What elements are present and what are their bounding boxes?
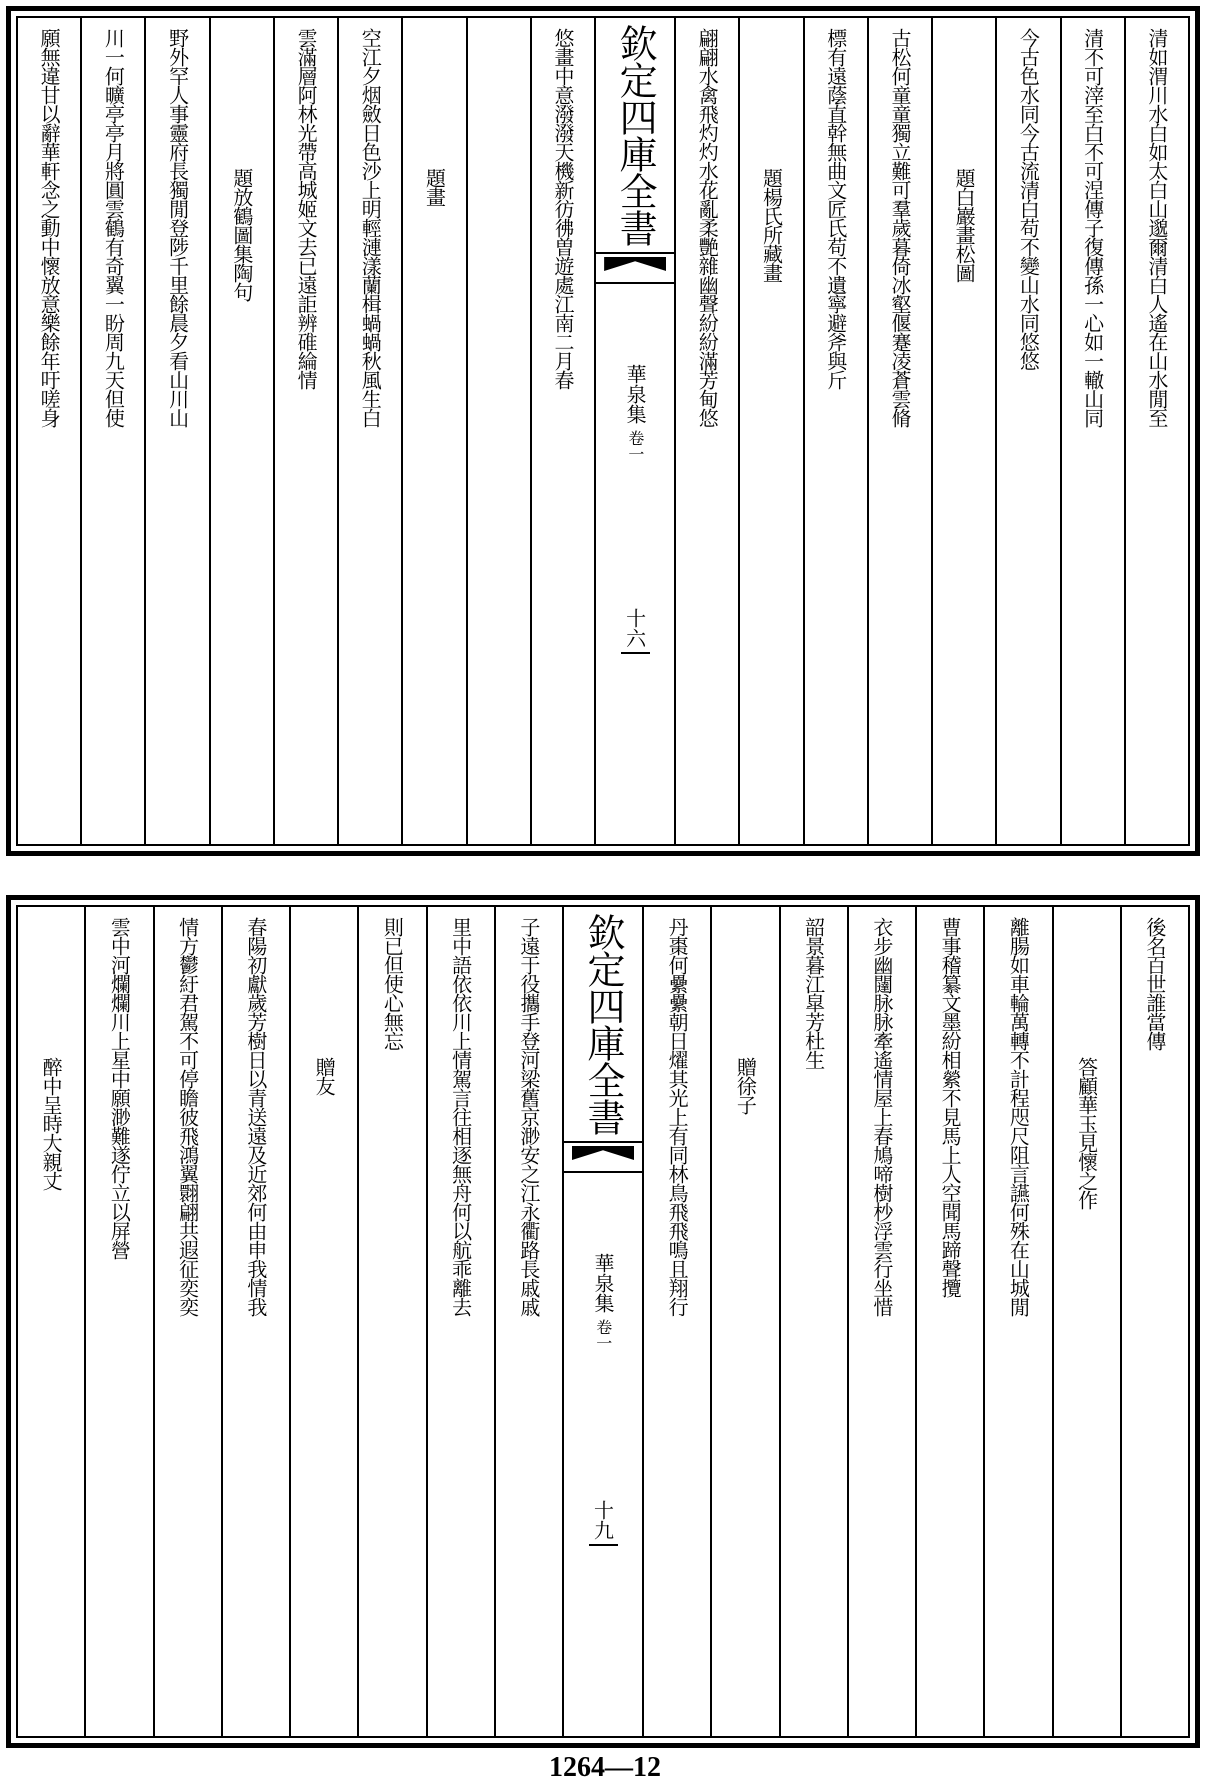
text-line: 衣步幽闥脉脉牽遙情屋上春鳩啼樹杪浮雲行坐惜 — [869, 917, 894, 1316]
text-column — [803, 18, 867, 844]
text-line: 雲中河爛爛川上星中願渺難遂佇立以屏營 — [107, 917, 132, 1259]
bottom-page-columns — [16, 905, 1190, 1738]
text-column — [983, 907, 1051, 1736]
poem-title-column — [710, 907, 778, 1736]
text-column — [357, 907, 425, 1736]
page-number: 1264—12 — [549, 1752, 661, 1783]
fish-tail-mark — [596, 252, 674, 284]
text-column — [1120, 907, 1188, 1736]
leaf-number: 十六 — [621, 608, 650, 654]
text-line: 曹事稽纂文墨紛相縈不見馬上人空聞馬蹄聲攬 — [938, 917, 963, 1297]
text-line: 清如渭川水白如太白山邈爾清白人遙在山水閒至 — [1144, 28, 1169, 427]
text-line: 川一何曠亭亭月將圓雲鶴有奇翼一盼周九天但使 — [101, 28, 126, 427]
text-line: 野外罕人事靈府長獨閒登陟千里餘晨夕看山川山 — [165, 28, 190, 427]
poem-title: 題畫 — [422, 168, 447, 206]
text-line: 韶景暮江皐芳杜生 — [801, 917, 826, 1069]
text-line: 悠畫中意潑潑天機新彷彿曽遊處江南二月春 — [551, 28, 575, 389]
bottom-page — [6, 895, 1200, 1748]
text-line: 清不可滓至白不可涅傳子復傳孫一心如一轍山同 — [1080, 28, 1105, 427]
text-column — [337, 18, 401, 844]
poem-title: 贈友 — [312, 1057, 337, 1095]
text-column — [144, 18, 208, 844]
text-line: 春陽初獻歲芳樹日以青送遠及近郊何由申我情我 — [243, 917, 268, 1316]
text-line: 丹棗何纍纍朝日燿其光上有同林鳥飛飛鳴且翔行 — [665, 917, 690, 1316]
text-line: 後名百世誰當傳 — [1142, 917, 1167, 1050]
poem-title: 題放鶴圖集陶句 — [229, 168, 254, 301]
text-column — [84, 907, 152, 1736]
text-column — [466, 18, 530, 844]
text-line: 空江夕烟斂日色沙上明輕漣漾蘭楫蝸蝸秋風生白 — [358, 28, 383, 427]
text-line: 情方鬱紆君駕不可停瞻彼飛鴻翼翾翩共遐征奕奕 — [175, 917, 200, 1316]
text-column — [847, 907, 915, 1736]
volume-label: 卷一 — [593, 1319, 613, 1351]
leaf-number: 十九 — [589, 1500, 618, 1546]
text-column — [867, 18, 931, 844]
text-line: 子遠于役攜手登河梁舊京渺安之江永衢路長戚戚 — [516, 917, 541, 1316]
poem-title: 題楊氏所藏畫 — [759, 168, 784, 282]
volume-label: 卷一 — [625, 430, 645, 462]
poem-title-column — [1052, 907, 1120, 1736]
text-line: 翩翩水禽飛灼灼水花亂柔艷雜幽聲紛紛滿芳甸悠 — [695, 28, 720, 427]
center-margin-column — [594, 18, 674, 844]
poem-title-column — [738, 18, 802, 844]
poem-title-column — [209, 18, 273, 844]
poem-title-column — [401, 18, 465, 844]
text-column — [995, 18, 1059, 844]
text-column — [642, 907, 710, 1736]
text-line: 雲滿層阿林光帶高城姬文去已遠詎辨碓綸情 — [294, 28, 319, 389]
text-line: 願無違甘以辭華軒念之動中懷放意樂餘年吁嗟身 — [37, 28, 62, 427]
text-column — [1060, 18, 1124, 844]
text-column — [153, 907, 221, 1736]
poem-title-column — [289, 907, 357, 1736]
text-column — [674, 18, 738, 844]
poem-title: 答顧華玉見懷之作 — [1074, 1057, 1099, 1209]
text-column — [18, 18, 80, 844]
text-column — [80, 18, 144, 844]
text-line: 離腸如車輪萬轉不計程咫尺阻言讌何殊在山城閒 — [1006, 917, 1031, 1316]
text-column — [779, 907, 847, 1736]
text-line: 今古色水同今古流清白苟不變山水同悠悠 — [1016, 28, 1041, 370]
book-title: 華泉集 — [623, 364, 648, 424]
poem-title-column — [931, 18, 995, 844]
center-margin-column — [562, 907, 642, 1736]
text-line: 里中語依依川上情駕言往相逐無舟何以航乖離去 — [448, 917, 473, 1316]
text-line: 標有遠蔭直幹無曲文匠氏苟不遺寧避斧與斤 — [823, 28, 848, 389]
book-title: 華泉集 — [591, 1253, 615, 1313]
collection-title: 欽定四庫全書 — [613, 24, 658, 246]
collection-title: 欽定四庫全書 — [581, 913, 625, 1135]
top-page-columns — [16, 16, 1190, 846]
text-column — [221, 907, 289, 1736]
text-column — [426, 907, 494, 1736]
poem-title: 醉中呈時大親丈 — [39, 1057, 64, 1190]
text-column — [915, 907, 983, 1736]
poem-title: 題白巖畫松圖 — [952, 168, 977, 282]
text-column — [494, 907, 562, 1736]
text-column — [1124, 18, 1188, 844]
top-page — [6, 6, 1200, 856]
poem-title: 贈徐子 — [733, 1057, 758, 1114]
fish-tail-mark — [564, 1141, 642, 1173]
text-column — [530, 18, 594, 844]
text-column — [273, 18, 337, 844]
text-line: 則已但使心無忘 — [380, 917, 405, 1050]
poem-title-column — [18, 907, 84, 1736]
text-line: 古松何童童獨立難可羣歲暮倚冰壑偃蹇凌蒼雲脩 — [887, 28, 912, 427]
